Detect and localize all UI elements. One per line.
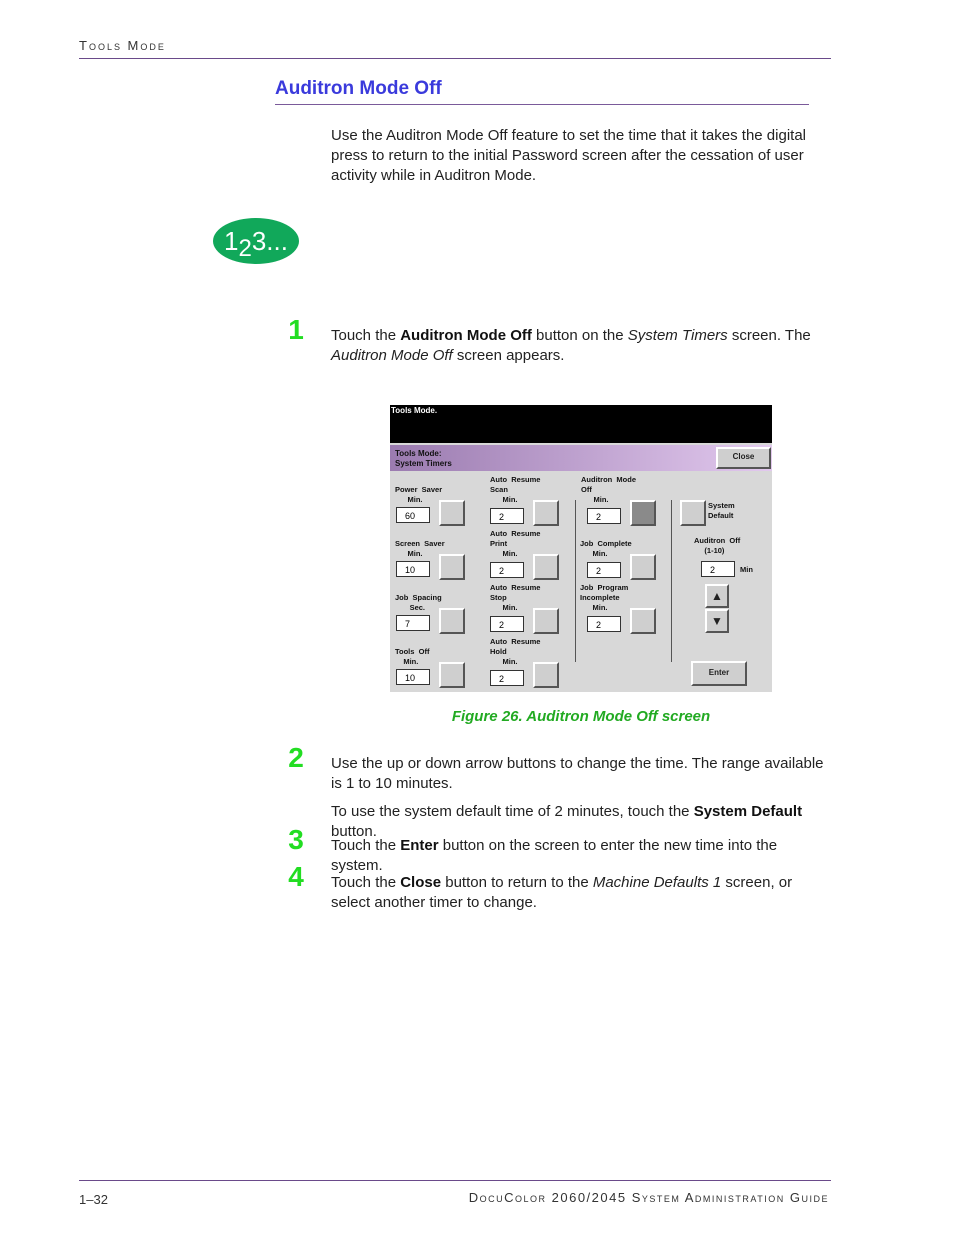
badge-digit-two: 2: [238, 235, 252, 262]
auto-resume-scan-value: 2: [490, 508, 524, 524]
step-2-part: To use the system default time of 2 minutes, touch the: [331, 803, 694, 820]
tools-off-label: Tools Off Min.: [395, 647, 430, 666]
screen-saver-label: Screen Saver Min.: [395, 539, 445, 558]
auto-resume-print-value: 2: [490, 562, 524, 578]
enter-button[interactable]: Enter: [691, 661, 747, 686]
screen-title-line-1: Tools Mode:: [395, 449, 442, 458]
badge-digit-one: 1: [224, 226, 239, 256]
job-program-incomplete-value: 2: [587, 616, 621, 632]
step-3-part: button on the screen to enter the new time into the system.: [331, 837, 778, 874]
step-1-text: [331, 326, 831, 366]
step-2-text: Use the up or down arrow buttons to change the time. The range available is 1 to 10 minutes.: [331, 755, 824, 792]
step-4-italic: Machine Defaults 1: [592, 874, 722, 891]
procedure-badge-icon: [213, 218, 299, 264]
screen-top-bar: [390, 405, 772, 443]
close-button[interactable]: Close: [716, 447, 771, 469]
step-4-part: Touch the: [331, 874, 401, 891]
system-default-label: System Default: [708, 501, 735, 520]
step-4-part: screen, or select another timer to change.: [331, 874, 793, 911]
auto-resume-stop-label: Auto Resume Stop Min.: [490, 583, 541, 612]
auditron-off-value: 2: [701, 561, 735, 577]
step-4-bold: Close: [400, 874, 442, 891]
auto-resume-hold-label: Auto Resume Hold Min.: [490, 637, 541, 666]
screen-saver-button[interactable]: [439, 554, 465, 580]
auto-resume-print-label: Auto Resume Print Min.: [490, 529, 541, 558]
up-arrow-icon: ▲: [711, 589, 723, 603]
step-1-part: screen. The: [727, 327, 811, 344]
auto-resume-print-button[interactable]: [533, 554, 559, 580]
page-number: 1–32: [79, 1192, 108, 1207]
auto-resume-stop-value: 2: [490, 616, 524, 632]
step-number-3: 3: [288, 824, 304, 855]
step-1-italic: System Timers: [627, 327, 728, 344]
header-rule: [79, 58, 831, 59]
intro-paragraph: Use the Auditron Mode Off feature to set the time that it takes the digital press to return to the initial Password screen after the cessation of user activity while in Auditron Mode.: [331, 127, 806, 184]
auditron-mode-off-value: 2: [587, 508, 621, 524]
power-saver-value: 60: [396, 507, 430, 523]
badge-digits-rest: 3...: [251, 226, 288, 256]
auto-resume-stop-button[interactable]: [533, 608, 559, 634]
step-3-part: Touch the: [331, 837, 401, 854]
step-1-part: screen appears.: [452, 347, 565, 364]
step-number-4: 4: [288, 861, 304, 892]
screen-title-line-2: System Timers: [395, 459, 452, 468]
job-spacing-button[interactable]: [439, 608, 465, 634]
step-3-bold: Enter: [400, 837, 439, 854]
system-default-button[interactable]: [680, 500, 706, 526]
auto-resume-scan-label: Auto Resume Scan Min.: [490, 475, 541, 504]
tools-off-value: 10: [396, 669, 430, 685]
step-4-part: button to return to the: [441, 874, 593, 891]
down-arrow-button[interactable]: [705, 609, 729, 633]
step-1-italic: Auditron Mode Off: [331, 347, 453, 364]
step-1-part: button on the: [531, 327, 628, 344]
auditron-screen-figure: [390, 405, 772, 692]
screen-saver-value: 10: [396, 561, 430, 577]
auditron-off-unit: Min: [740, 565, 753, 574]
job-complete-value: 2: [587, 562, 621, 578]
step-4-text: [331, 873, 831, 913]
job-program-incomplete-label: Job Program Incomplete Min.: [580, 583, 629, 612]
auditron-mode-off-button[interactable]: [630, 500, 656, 526]
down-arrow-icon: ▼: [711, 614, 723, 628]
screen-top-label: Tools Mode.: [391, 406, 438, 415]
screen-title-bar: [390, 445, 772, 471]
job-complete-label: Job Complete Min.: [580, 539, 632, 558]
step-1-bold: Auditron Mode Off: [400, 327, 532, 344]
step-2-part: button.: [331, 823, 377, 840]
figure-caption: Figure 26. Auditron Mode Off screen: [451, 708, 711, 725]
column-divider: [671, 500, 672, 662]
auto-resume-scan-button[interactable]: [533, 500, 559, 526]
job-program-incomplete-button[interactable]: [630, 608, 656, 634]
column-divider: [575, 500, 576, 662]
running-header: Tools Mode: [79, 38, 166, 53]
running-footer: DocuColor 2060/2045 System Administration Guide: [468, 1190, 829, 1205]
job-spacing-value: 7: [396, 615, 430, 631]
auto-resume-hold-button[interactable]: [533, 662, 559, 688]
power-saver-label: Power Saver Min.: [395, 485, 443, 504]
footer-rule: [79, 1180, 831, 1181]
auto-resume-hold-value: 2: [490, 670, 524, 686]
power-saver-button[interactable]: [439, 500, 465, 526]
section-title: Auditron Mode Off: [275, 78, 442, 99]
step-number-1: 1: [288, 314, 304, 345]
job-spacing-label: Job Spacing Sec.: [395, 593, 442, 612]
step-3-text: [331, 836, 831, 876]
tools-off-button[interactable]: [439, 662, 465, 688]
step-2-bold: System Default: [693, 803, 803, 820]
auditron-off-label: Auditron Off (1-10): [694, 536, 741, 555]
section-rule: [275, 104, 809, 105]
step-1-part: Touch the: [331, 327, 401, 344]
auditron-mode-off-label: Auditron Mode Off Min.: [581, 475, 636, 504]
screen-title: [395, 449, 452, 469]
up-arrow-button[interactable]: [705, 584, 729, 608]
job-complete-button[interactable]: [630, 554, 656, 580]
step-number-2: 2: [288, 742, 304, 773]
